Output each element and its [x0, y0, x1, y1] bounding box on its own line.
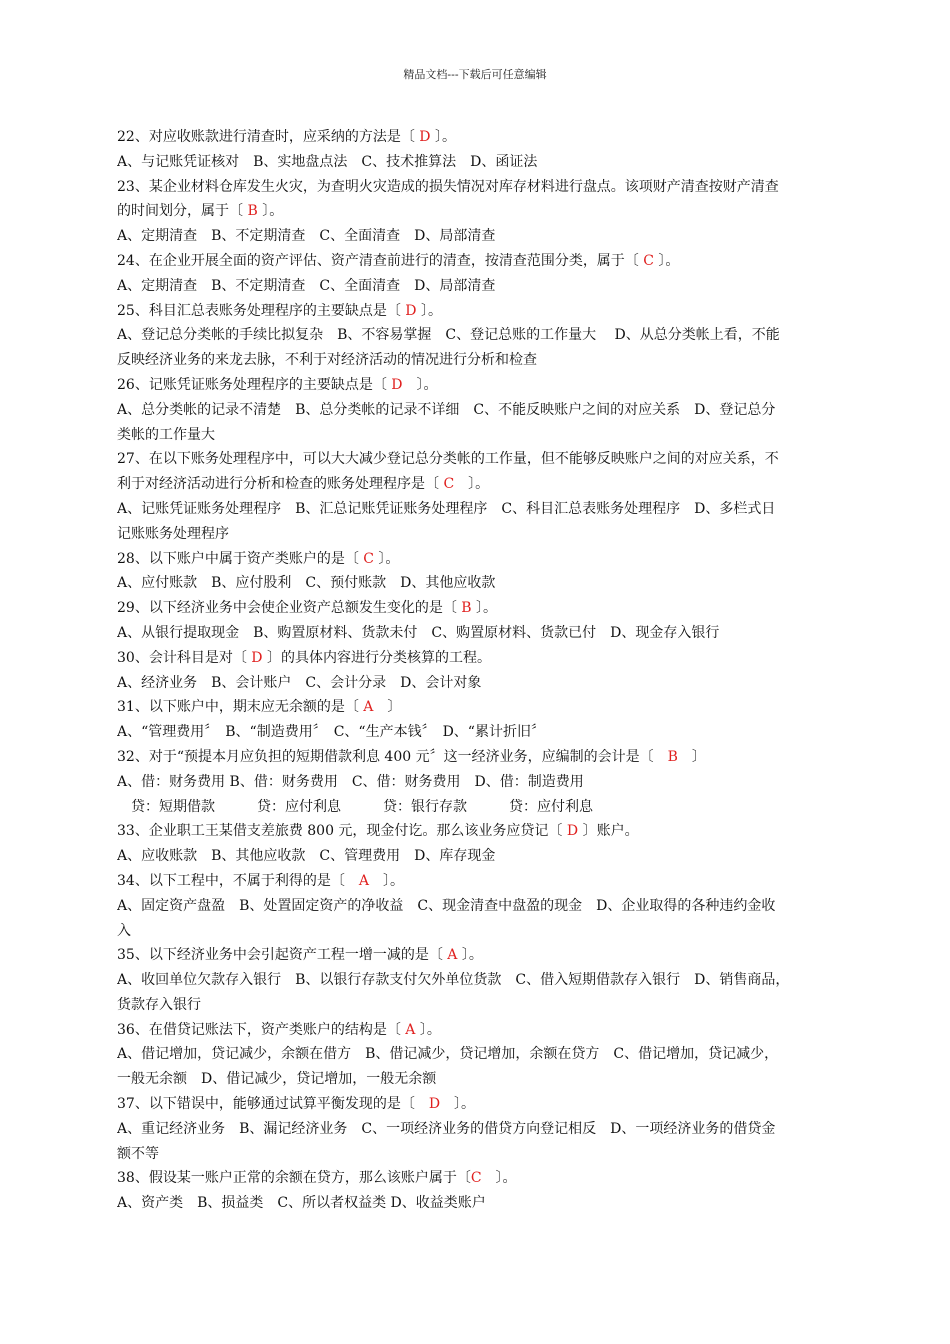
answer-letter: C — [363, 550, 374, 567]
answer-letter: D — [391, 376, 403, 393]
question-suffix: 〕。 — [257, 203, 284, 220]
text-line — [117, 249, 869, 274]
answer-letter: D — [566, 823, 579, 840]
answer-letter: C — [443, 476, 455, 493]
text-line — [117, 299, 869, 324]
text-line — [117, 869, 869, 894]
answer-letter: D — [428, 1096, 441, 1113]
question-text: 22、对应收账款进行清查时，应采纳的方法是〔 — [117, 129, 420, 145]
text-line: A、与记账凭证核对 B、实地盘点法 C、技术推算法 D、函证法 — [117, 153, 538, 170]
text-line: A、借记增加，贷记减少，余额在借方 B、借记减少，贷记增加，余额在贷方 C、借记增加，贷记减少， — [117, 1046, 779, 1063]
text-line: A、固定资产盘盈 B、处置固定资产的净收益 C、现金清查中盘盈的现金 D、企业取得的各种违约金收 — [117, 897, 776, 914]
text-line: 23、某企业材料仓库发生火灾，为查明火灾造成的损失情况对库存材料进行盘点。该项财产清查按财产清查 — [117, 178, 779, 195]
answer-letter: A — [358, 872, 369, 889]
answer-letter: C — [643, 252, 654, 269]
answer-letter: C — [470, 1170, 482, 1187]
text-line: 27、在以下账务处理程序中，可以大大减少登记总分类帐的工作量，但不能够反映账户之间的对应关系，不 — [117, 451, 779, 468]
question-suffix: 〕。 — [481, 1170, 517, 1187]
answer-letter: D — [251, 649, 263, 666]
answer-letter: A — [447, 947, 458, 964]
answer-letter: B — [247, 203, 258, 220]
text-line: A、总分类帐的记录不清楚 B、总分类帐的记录不详细 C、不能反映账户之间的对应关系 D、登记总分 — [117, 401, 776, 418]
question-text: 26、记账凭证账务处理程序的主要缺点是〔 — [117, 376, 392, 393]
question-text: 36、在借贷记账法下，资产类账户的结构是〔 — [117, 1021, 406, 1038]
question-list — [117, 125, 869, 1216]
text-line — [117, 125, 869, 150]
question-text: 29、以下经济业务中会使企业资产总额发生变化的是〔 — [117, 600, 462, 617]
question-suffix: 〕。 — [653, 252, 680, 269]
text-line: 货款存入银行 — [117, 996, 201, 1013]
answer-letter: D — [405, 302, 417, 319]
question-suffix: 〕。 — [471, 600, 498, 617]
question-suffix: 〕。 — [430, 129, 456, 145]
text-line: A、定期清查 B、不定期清查 C、全面清查 D、局部清查 — [117, 228, 496, 245]
text-line: A、经济业务 B、会计账户 C、会计分录 D、会计对象 — [117, 674, 482, 691]
question-text: 24、在企业开展全面的资产评估、资产清查前进行的清查，按清查范围分类，属于〔 — [117, 252, 644, 269]
text-line: A、资产类 B、损益类 C、所以者权益类 D、收益类账户 — [117, 1195, 486, 1212]
answer-letter: A — [405, 1021, 416, 1038]
text-line: 类帐的工作量大 — [117, 426, 215, 443]
text-line — [117, 373, 869, 398]
question-suffix: 〕。 — [457, 947, 483, 964]
question-suffix: 〕。 — [402, 376, 438, 393]
text-line — [117, 199, 869, 224]
text-line: 入 — [117, 922, 131, 939]
question-suffix: 〕。 — [454, 476, 490, 493]
text-line: A、从银行提取现金 B、购置原材料、货款未付 C、购置原材料、货款已付 D、现金存入银行 — [117, 624, 720, 641]
question-suffix: 〕。 — [416, 302, 442, 319]
question-text: 38、假设某一账户正常的余额在贷方，那么该账户属于〔 — [117, 1170, 471, 1187]
question-text: 28、以下账户中属于资产类账户的是〔 — [117, 550, 364, 567]
text-line: A、重记经济业务 B、漏记经济业务 C、一项经济业务的借贷方向登记相反 D、一项经济业务的借贷金 — [117, 1120, 776, 1137]
question-text: 32、对于“预提本月应负担的短期借款利息 400 元〞这一经济业务，应编制的会计是〔 — [117, 748, 668, 765]
text-line — [117, 1018, 869, 1043]
text-line: 记账账务处理程序 — [117, 525, 229, 542]
text-line — [117, 1092, 869, 1117]
text-line: 一般无余额 D、借记减少，贷记增加，一般无余额 — [117, 1071, 437, 1088]
text-line — [117, 596, 869, 621]
text-line: 反映经济业务的来龙去脉，不利于对经济活动的情况进行分析和检查 — [117, 352, 537, 369]
text-line: 额不等 — [117, 1145, 159, 1162]
text-line — [117, 943, 869, 968]
question-text: 37、以下错误中，能够通过试算平衡发现的是〔 — [117, 1096, 429, 1113]
question-suffix: 〕。 — [368, 872, 404, 889]
question-text: 25、科目汇总表账务处理程序的主要缺点是〔 — [117, 302, 406, 319]
question-suffix: 〕。 — [415, 1021, 441, 1038]
question-text: 34、以下工程中，不属于利得的是〔 — [117, 872, 359, 889]
question-suffix: 〕。 — [440, 1096, 476, 1113]
text-line — [117, 1166, 869, 1191]
question-suffix: 〕 — [677, 748, 706, 765]
question-text: 35、以下经济业务中会引起资产工程一增一减的是〔 — [117, 947, 448, 964]
question-suffix: 〕账户。 — [578, 823, 639, 840]
text-line: A、借：财务费用 B、借：财务费用 C、借：财务费用 D、借：制造费用 — [117, 773, 584, 790]
text-line — [117, 472, 869, 497]
text-line: A、登记总分类帐的手续比拟复杂 B、不容易掌握 C、登记总账的工作量大 D、从总分类帐上看，不能 — [117, 327, 780, 344]
text-line — [117, 695, 869, 720]
question-text: 利于对经济活动进行分析和检查的账务处理程序是〔 — [117, 476, 444, 493]
question-text: 33、企业职工王某借支差旅费 800 元，现金付讫。那么该业务应贷记〔 — [117, 823, 567, 840]
text-line — [117, 547, 869, 572]
text-line — [117, 646, 869, 671]
text-line: A、“管理费用〞 B、“制造费用〞 C、“生产本钱〞 D、“累计折旧〞 — [117, 724, 545, 741]
page-header: 精品文档---下载后可任意编辑 — [403, 68, 547, 81]
text-line: A、收回单位欠款存入银行 B、以银行存款支付欠外单位货款 C、借入短期借款存入银行 D、销售商品， — [117, 972, 790, 989]
text-line — [117, 745, 869, 770]
answer-letter: A — [363, 699, 374, 716]
question-text: 的时间划分，属于〔 — [117, 203, 248, 220]
answer-letter: D — [419, 129, 431, 145]
text-line: 贷：短期借款 贷：应付利息 贷：银行存款 贷：应付利息 — [117, 798, 593, 815]
text-line: A、定期清查 B、不定期清查 C、全面清查 D、局部清查 — [117, 277, 496, 294]
text-line: A、应付账款 B、应付股利 C、预付账款 D、其他应收款 — [117, 575, 496, 592]
text-line: A、记账凭证账务处理程序 B、汇总记账凭证账务处理程序 C、科目汇总表账务处理程序 D、多栏式日 — [117, 500, 776, 517]
question-text: 30、会计科目是对〔 — [117, 649, 252, 666]
question-suffix: 〕。 — [373, 550, 400, 567]
answer-letter: B — [667, 748, 678, 765]
text-line — [117, 819, 869, 844]
question-suffix: 〕的具体内容进行分类核算的工程。 — [262, 649, 491, 666]
question-text: 31、以下账户中，期末应无余额的是〔 — [117, 699, 364, 716]
text-line: A、应收账款 B、其他应收款 C、管理费用 D、库存现金 — [117, 848, 496, 865]
answer-letter: B — [461, 600, 472, 617]
question-suffix: 〕 — [373, 699, 402, 716]
